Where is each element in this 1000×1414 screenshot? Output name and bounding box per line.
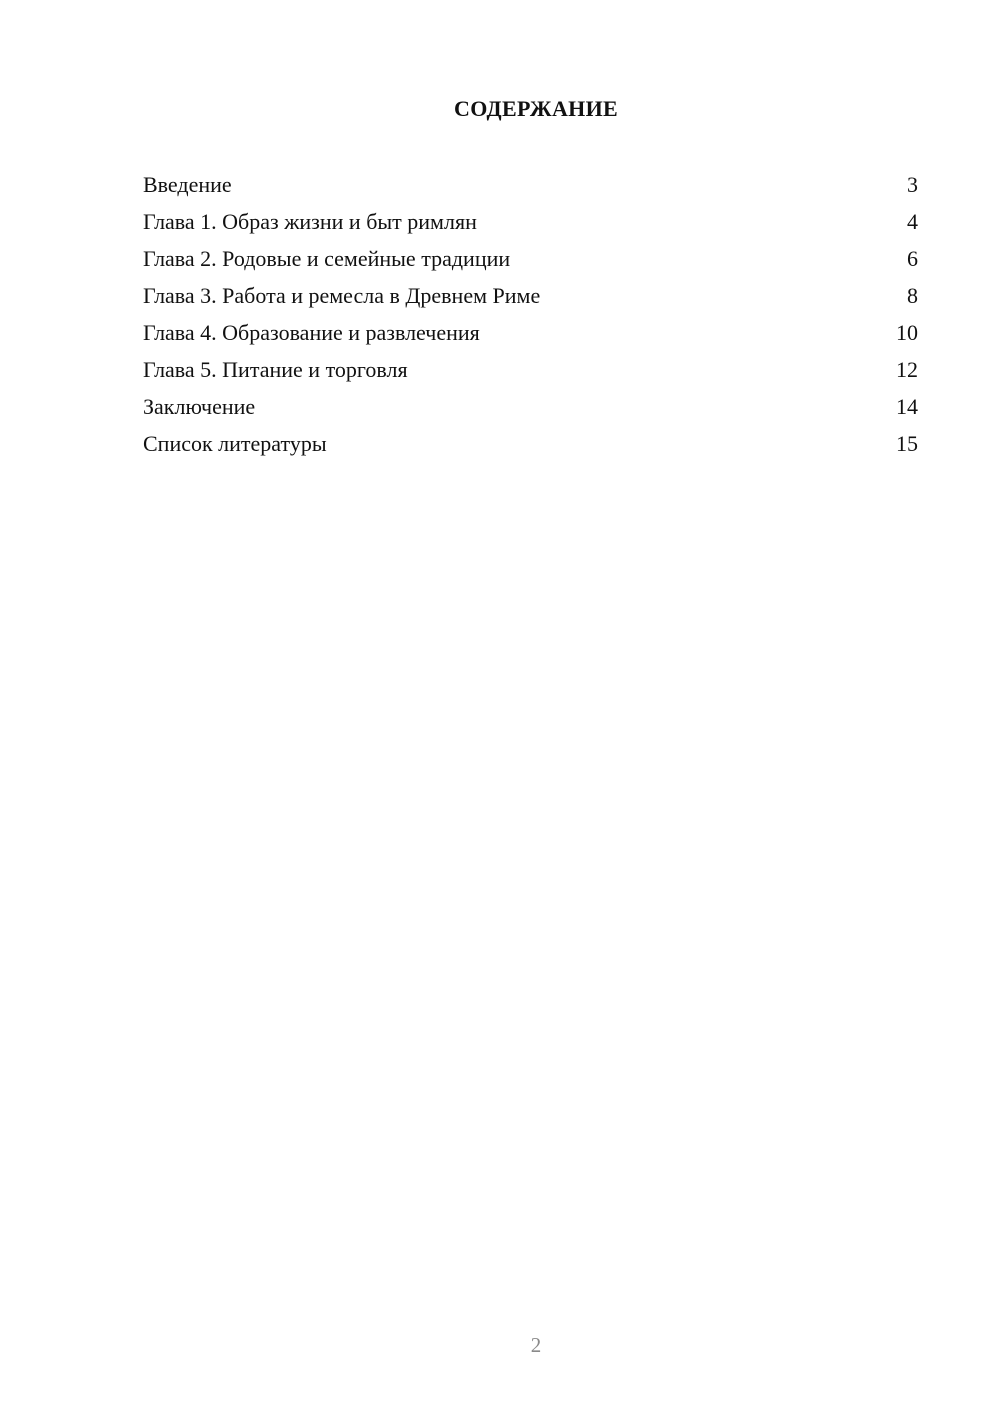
toc-entry-page-number: 15 <box>896 431 918 456</box>
toc-entry-chapter-3 <box>143 279 918 316</box>
toc-entry-title: Список литературы <box>143 431 327 456</box>
toc-entry-page-number: 10 <box>896 320 918 345</box>
toc-entry-title: Глава 5. Питание и торговля <box>143 357 408 382</box>
toc-entry-chapter-1 <box>143 205 918 242</box>
page-number-footer: 2 <box>530 1333 542 1357</box>
toc-entry-title: Введение <box>143 172 232 197</box>
toc-entry-title: Глава 4. Образование и развлечения <box>143 320 480 345</box>
toc-entry-page-number: 14 <box>896 394 918 419</box>
toc-entry-page-number: 3 <box>907 172 918 197</box>
toc-entry-title: Глава 2. Родовые и семейные традиции <box>143 246 511 271</box>
toc-entry-page-number: 6 <box>907 246 918 271</box>
toc-entry-bibliography <box>143 427 918 464</box>
toc-entry-page-number: 12 <box>896 357 918 382</box>
toc-entry-title: Заключение <box>143 394 256 419</box>
toc-entry-title: Глава 1. Образ жизни и быт римлян <box>143 209 477 234</box>
toc-entry-chapter-5 <box>143 353 918 390</box>
toc-entry-conclusion <box>143 390 918 427</box>
toc-entry-introduction <box>143 168 918 205</box>
toc-entry-title: Глава 3. Работа и ремесла в Древнем Риме <box>143 283 541 308</box>
toc-entry-chapter-4 <box>143 316 918 353</box>
toc-entry-page-number: 4 <box>907 209 918 234</box>
toc-entry-page-number: 8 <box>907 283 918 308</box>
toc-heading: СОДЕРЖАНИЕ <box>454 96 618 121</box>
toc-entry-chapter-2 <box>143 242 918 279</box>
table-of-contents <box>143 168 918 464</box>
